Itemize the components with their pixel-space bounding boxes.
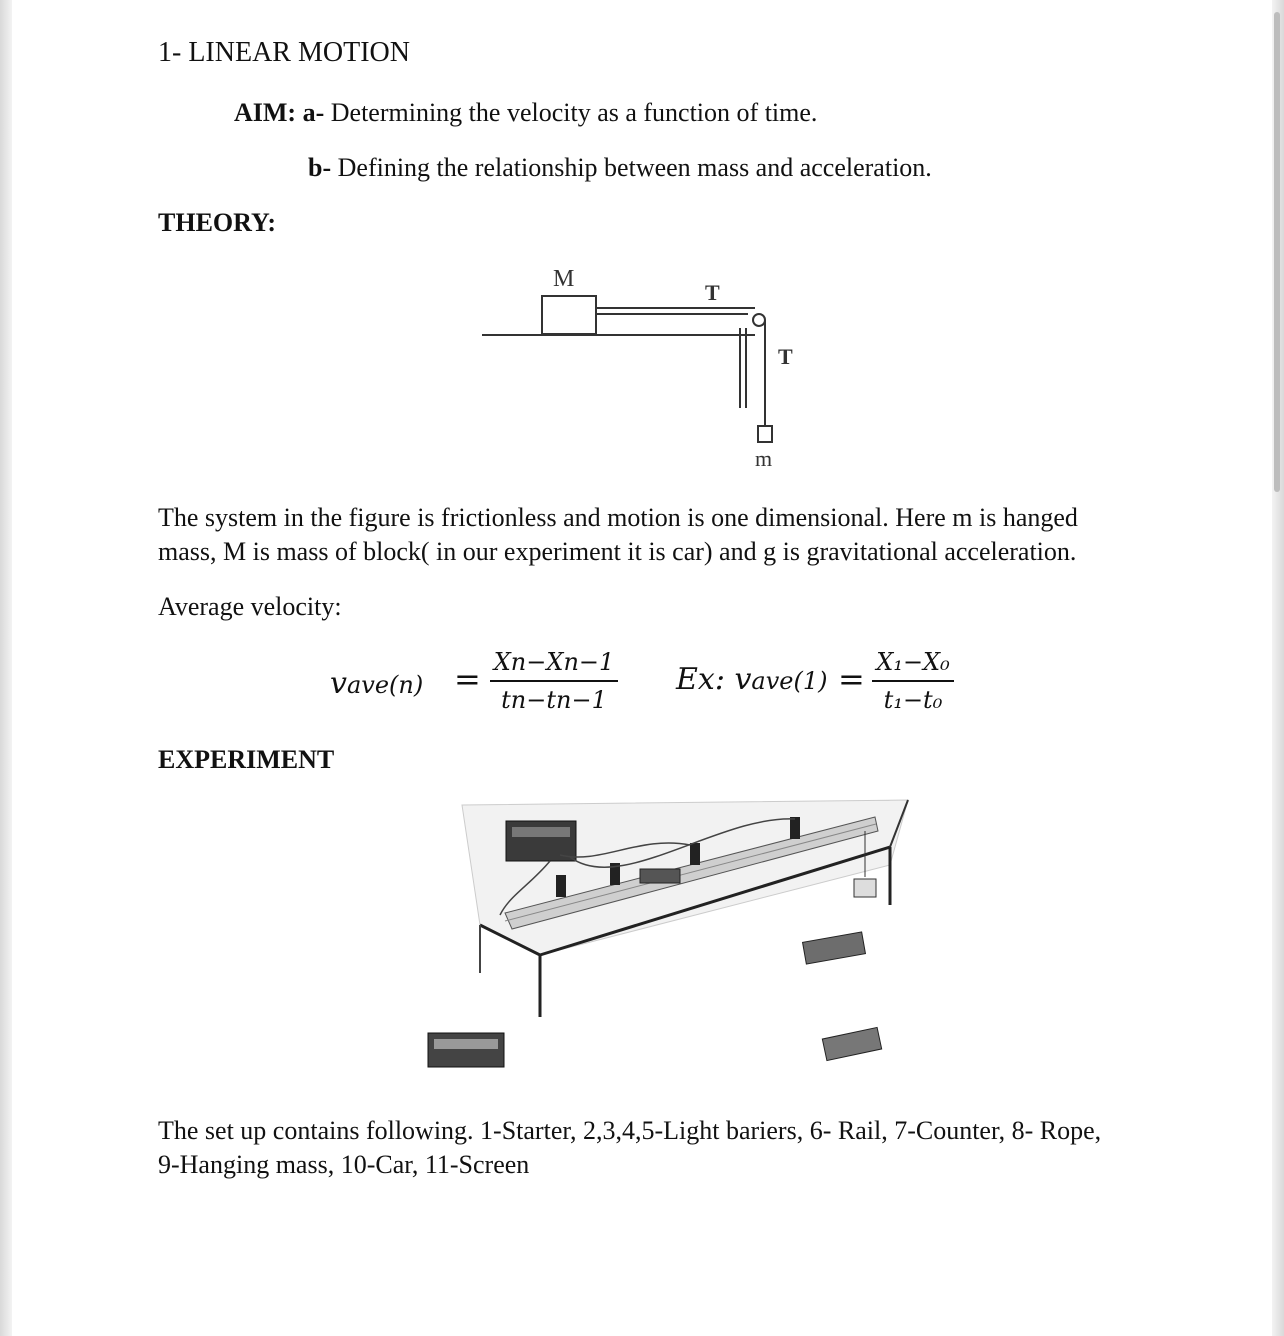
- experiment-setup-photo: [420, 795, 920, 1095]
- eq2-lhs: Ex: vave(1): [676, 662, 828, 697]
- eq1-lhs: vave(n): [330, 666, 424, 701]
- eq2-fraction-bar: [872, 680, 954, 682]
- theory-heading: THEORY:: [158, 208, 277, 237]
- eq1-fraction-bar: [490, 680, 618, 682]
- label-tension-vertical: T: [778, 344, 793, 369]
- pulley-wheel: [753, 314, 765, 326]
- aim-line-b: [308, 151, 932, 185]
- eq1-numerator: Xn−Xn−1: [493, 648, 615, 676]
- screen: [803, 932, 866, 964]
- equation-average-velocity: [330, 646, 630, 726]
- aim-b-marker: b-: [308, 153, 332, 182]
- eq1-fraction: [490, 648, 618, 714]
- aim-b-text: Defining the relationship between mass and acceleration.: [331, 153, 932, 182]
- equation-example: [676, 646, 976, 726]
- light-barrier-2: [556, 875, 566, 897]
- car: [640, 869, 680, 883]
- label-tension-horizontal: T: [705, 280, 720, 305]
- eq1-denominator: tn−tn−1: [501, 686, 607, 714]
- hanging-mass: [854, 879, 876, 897]
- eq1-lhs-subscript: ave(n): [346, 671, 424, 699]
- eq2-fraction: [872, 648, 954, 714]
- eq2-equals: =: [838, 660, 865, 698]
- aim-line-a: [234, 96, 817, 130]
- theory-paragraph: The system in the figure is frictionless and motion is one dimensional. Here m is hanged mass, M is mass of block( in our experiment it is car) and g is gravitational acceleration.: [158, 503, 1078, 566]
- page-left-edge: [0, 0, 12, 1336]
- block-mass-rect: [542, 296, 596, 334]
- average-velocity-label: Average velocity:: [158, 592, 342, 621]
- setup-paragraph: The set up contains following. 1-Starter, 2,3,4,5-Light bariers, 6- Rail, 7-Counter, 8- Rope, 9-Hanging mass, 10-Car, 11-Screen: [158, 1116, 1102, 1179]
- pulley-system-diagram: [470, 258, 810, 478]
- page-title: 1- LINEAR MOTION: [158, 37, 410, 68]
- experiment-heading: EXPERIMENT: [158, 745, 335, 774]
- car-standalone: [822, 1027, 881, 1060]
- eq2-denominator: t₁−t₀: [883, 686, 943, 714]
- eq1-equals: =: [454, 660, 481, 698]
- hanging-mass-rect: [758, 426, 772, 442]
- light-barrier-5: [790, 817, 800, 839]
- eq2-numerator: X₁−X₀: [876, 648, 950, 676]
- label-hanging-mass: m: [755, 446, 773, 471]
- label-block-mass: M: [553, 266, 575, 292]
- starter-unit: [428, 1033, 504, 1067]
- eq2-lhs-subscript: ave(1): [751, 667, 828, 695]
- aim-a-marker: a-: [302, 98, 325, 127]
- aim-label: AIM:: [234, 98, 297, 127]
- scrollbar-thumb[interactable]: [1274, 12, 1280, 492]
- aim-a-text: Determining the velocity as a function of time.: [324, 98, 818, 127]
- light-barrier-4: [690, 843, 700, 865]
